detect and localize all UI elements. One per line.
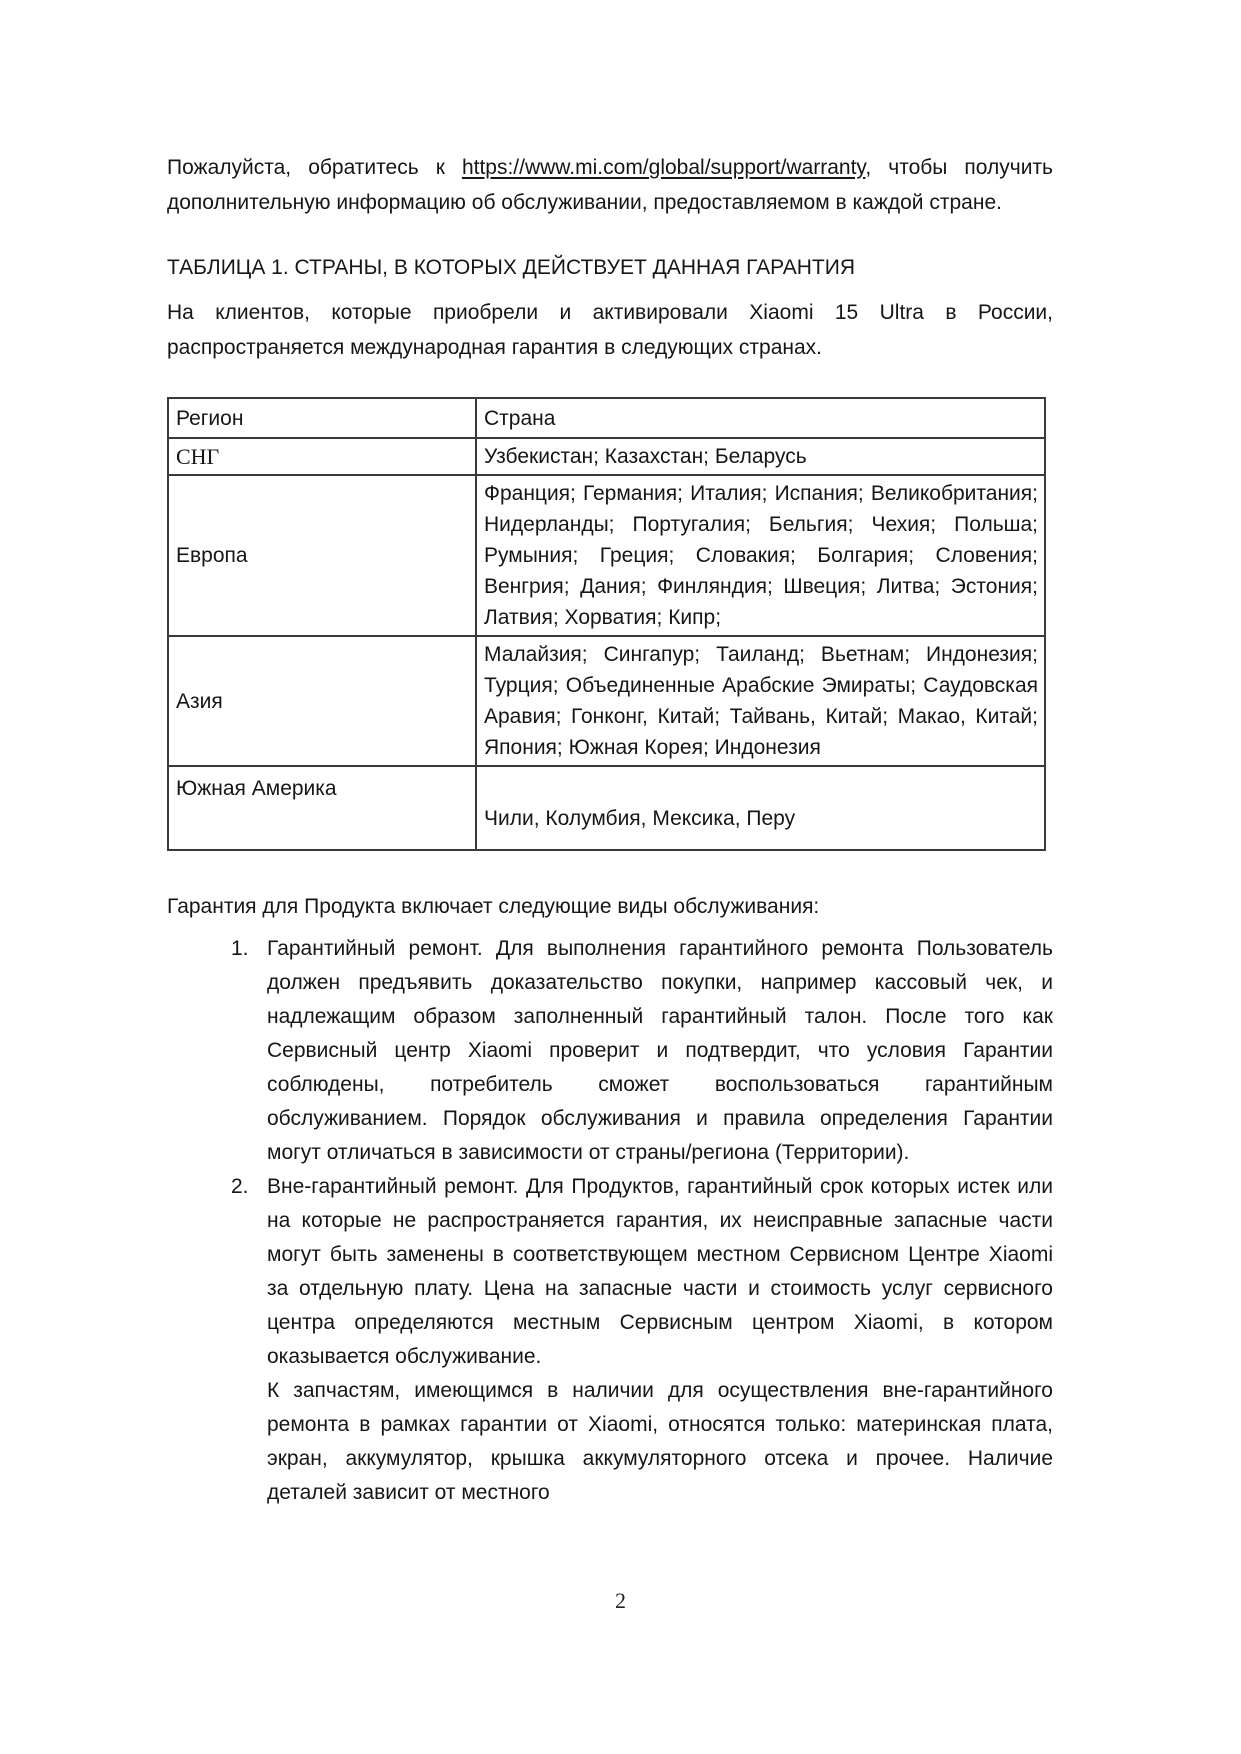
table-row-cis xyxy=(168,438,1045,475)
column-header-country: Страна xyxy=(476,398,1045,438)
table-section-intro: На клиентов, которые приобрели и активировали Xiaomi 15 Ultra в России, распространяется международная гарантия в следующих странах. xyxy=(167,301,1053,359)
region-cell-europe: Европа xyxy=(168,475,476,636)
countries-cell-asia: Малайзия; Сингапур; Таиланд; Вьетнам; Индонезия; Турция; Объединенные Арабские Эмираты; Саудовская Аравия; Гонконг, Китай; Тайвань, Китай; Макао, Китай; Япония; Южная Корея; Индонезия xyxy=(476,636,1045,766)
service-item-text: Вне‑гарантийный ремонт. Для Продуктов, гарантийный срок которых истек или на которые не распространяется гарантия, их неисправные запасные части могут быть заменены в соответствующем местном Сервисном Центре Xiaomi за отдельную плату. Цена на запасные части и стоимость услуг сервисного центра определяются местным Сервисным центром Xiaomi, в котором оказывается обслуживание. xyxy=(267,1175,1053,1368)
column-header-region: Регион xyxy=(168,398,476,438)
service-item-out-of-warranty-repair xyxy=(167,1170,1053,1510)
countries-cell-south-america: Чили, Колумбия, Мексика, Перу xyxy=(476,766,1045,850)
region-cell-asia: Азия xyxy=(168,636,476,766)
region-cell-cis: СНГ xyxy=(168,438,476,475)
list-number: 2. xyxy=(231,1175,249,1198)
intro-paragraph xyxy=(167,150,1053,220)
intro-text-after-link: , чтобы получить дополнительную информацию об обслуживании, предоставляемом в каждой стране. xyxy=(167,156,1054,214)
service-item-warranty-repair xyxy=(167,932,1053,1170)
intro-text-before-link: Пожалуйста, обратитесь к xyxy=(167,156,462,179)
table-row-asia xyxy=(168,636,1045,766)
table-section-heading: ТАБЛИЦА 1. СТРАНЫ, В КОТОРЫХ ДЕЙСТВУЕТ ДАННАЯ ГАРАНТИЯ xyxy=(167,256,856,279)
service-item-text: Гарантийный ремонт. Для выполнения гарантийного ремонта Пользователь должен предъявить доказательство покупки, например кассовый чек, и надлежащим образом заполненный гарантийный талон. После того как Сервисный центр Xiaomi проверит и подтвердит, что условия Гарантии соблюдены, потребитель сможет воспользоваться гарантийным обслуживанием. Порядок обслуживания и правила определения Гарантии могут отличаться в зависимости от страны/региона (Территории). xyxy=(267,937,1053,1164)
warranty-countries-table xyxy=(167,397,1046,851)
table-header-row xyxy=(168,398,1045,438)
service-item-text-continued: К запчастям, имеющимся в наличии для осуществления вне‑гарантийного ремонта в рамках гарантии от Xiaomi, относятся только: материнская плата, экран, аккумулятор, крышка аккумуляторного отсека и прочее. Наличие деталей зависит от местного xyxy=(267,1379,1053,1504)
countries-cell-cis: Узбекистан; Казахстан; Беларусь xyxy=(476,438,1045,475)
warranty-url-link[interactable]: https://www.mi.com/global/support/warranty xyxy=(461,156,866,179)
table-row-south-america xyxy=(168,766,1045,850)
table-row-europe xyxy=(168,475,1045,636)
service-types-list xyxy=(167,932,1053,1510)
countries-cell-europe: Франция; Германия; Италия; Испания; Великобритания; Нидерланды; Португалия; Бельгия; Чехия; Польша; Румыния; Греция; Словакия; Болгария; Словения; Венгрия; Дания; Финляндия; Швеция; Литва; Эстония; Латвия; Хорватия; Кипр; xyxy=(476,475,1045,636)
services-intro: Гарантия для Продукта включает следующие виды обслуживания: xyxy=(167,895,820,918)
list-number: 1. xyxy=(231,937,249,960)
document-content xyxy=(167,0,1053,1510)
region-cell-south-america: Южная Америка xyxy=(168,766,476,850)
page-number: 2 xyxy=(615,1588,626,1613)
